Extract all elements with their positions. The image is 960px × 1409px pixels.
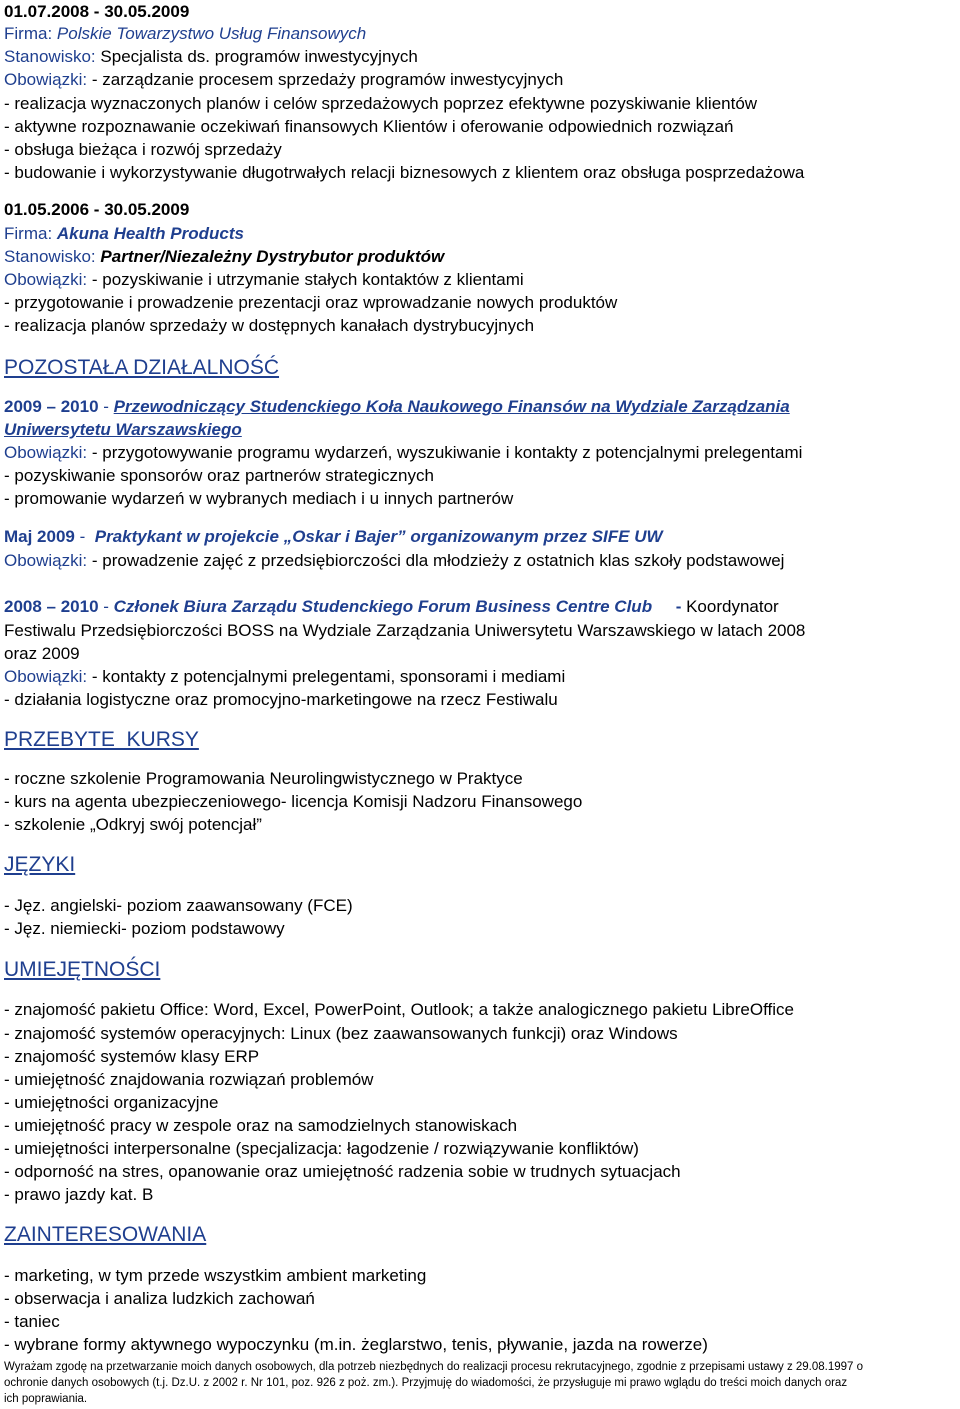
- other-item1-obowiazki-label: Obowiązki:: [4, 443, 88, 462]
- gdpr-clause-line: Wyrażam zgodę na przetwarzanie moich danych osobowych, dla potrzeb niezbędnych do realizacji procesu rekrutacyjnego, zgodnie z przepisami ustawy z 29.08.1997 o: [4, 1361, 864, 1373]
- skill-item: - znajomość systemów klasy ERP: [4, 1047, 260, 1066]
- skill-item: - znajomość systemów operacyjnych: Linux (bez zaawansowanych funkcji) oraz Windows: [4, 1024, 678, 1043]
- other-item3-desc: Koordynator: [686, 597, 779, 616]
- section-heading-skills: UMIEJĘTNOŚCI: [4, 958, 161, 981]
- job2-duty: - pozyskiwanie i utrzymanie stałych kontaktów z klientami: [91, 270, 524, 289]
- job2-stanowisko-label: Stanowisko:: [4, 247, 96, 266]
- skill-item: - umiejętności organizacyjne: [4, 1093, 219, 1112]
- language-item: - Jęz. angielski- poziom zaawansowany (FCE): [4, 896, 353, 915]
- other-item3-sep: -: [98, 597, 114, 616]
- interest-item: - wybrane formy aktywnego wypoczynku (m.in. żeglarstwo, tenis, pływanie, jazda na rowerze): [4, 1335, 708, 1354]
- job1-stanowisko: Specjalista ds. programów inwestycyjnych: [100, 47, 418, 66]
- language-item: - Jęz. niemiecki- poziom podstawowy: [4, 919, 285, 938]
- other-item2-obowiazki-label: Obowiązki:: [4, 551, 88, 570]
- section-heading-courses: PRZEBYTE KURSY: [4, 728, 199, 751]
- job2-duty-line-1: [4, 270, 524, 290]
- skill-item: - odporność na stres, opanowanie oraz umiejętność radzenia sobie w trudnych sytuacjach: [4, 1162, 681, 1181]
- job1-duty: - aktywne rozpoznawanie oczekiwań finansowych Klientów i oferowanie odpowiednich rozwiązań: [4, 117, 734, 136]
- job1-duty: - zarządzanie procesem sprzedaży programów inwestycyjnych: [91, 70, 564, 89]
- other-item2-duty-line-1: [4, 551, 784, 571]
- other-item2-sep: -: [74, 527, 90, 546]
- other-item1-duty: - promowanie wydarzeń w wybranych mediach i u innych partnerów: [4, 489, 514, 508]
- other-item1-title-cont: Uniwersytetu Warszawskiego: [4, 420, 242, 439]
- other-item3-title-line: [4, 597, 779, 617]
- other-item3-desc: oraz 2009: [4, 644, 80, 663]
- other-item3-dates: 2008 – 2010: [4, 597, 99, 616]
- skill-item: - umiejętności interpersonalne (specjalizacja: łagodzenie / rozwiązywanie konfliktów): [4, 1139, 639, 1158]
- skill-item: - umiejętność pracy w zespole oraz na samodzielnych stanowiskach: [4, 1116, 518, 1135]
- job2-stanowisko: Partner/Niezależny Dystrybutor produktów: [100, 247, 445, 266]
- other-item2-title: Praktykant w projekcie „Oskar i Bajer” organizowanym przez SIFE UW: [94, 527, 663, 546]
- gdpr-clause-line: ochronie danych osobowych (t.j. Dz.U. z 2002 r. Nr 101, poz. 926 z poż. zm.). Przyjmuję do wiadomości, że przysługuje mi prawo wglądu do treści moich danych oraz: [4, 1377, 848, 1389]
- other-item2-duty: - prowadzenie zajęć z przedsiębiorczości dla młodzieży z ostatnich klas szkoły podstawowej: [91, 551, 785, 570]
- job1-duty: - budowanie i wykorzystywanie długotrwałych relacji biznesowych z klientem oraz obsługa posprzedażowa: [4, 163, 805, 182]
- job2-duty: - realizacja planów sprzedaży w dostępnych kanałach dystrybucyjnych: [4, 316, 535, 335]
- job1-duty: - obsługa bieżąca i rozwój sprzedaży: [4, 140, 282, 159]
- job2-position-line: [4, 247, 444, 267]
- section-heading-languages: JĘZYKI: [4, 853, 76, 876]
- job1-dates: 01.07.2008 - 30.05.2009: [4, 2, 190, 21]
- job1-company-line: [4, 24, 366, 44]
- other-item1-title-line: [4, 397, 790, 417]
- skill-item: - znajomość pakietu Office: Word, Excel, PowerPoint, Outlook; a także analogicznego pakietu LibreOffice: [4, 1000, 794, 1019]
- job2-firma: Akuna Health Products: [56, 224, 244, 243]
- job2-duty: - przygotowanie i prowadzenie prezentacji oraz wprowadzanie nowych produktów: [4, 293, 618, 312]
- interest-item: - taniec: [4, 1312, 60, 1331]
- job1-duty-line-1: [4, 70, 563, 90]
- other-item3-dash: -: [675, 597, 687, 616]
- job2-dates: 01.05.2006 - 30.05.2009: [4, 200, 190, 219]
- other-item3-duty: - kontakty z potencjalnymi prelegentami, sponsorami i mediami: [91, 667, 566, 686]
- skill-item: - umiejętność znajdowania rozwiązań problemów: [4, 1070, 374, 1089]
- other-item3-obowiazki-label: Obowiązki:: [4, 667, 88, 686]
- job1-firma: Polskie Towarzystwo Usług Finansowych: [56, 24, 367, 43]
- job1-stanowisko-label: Stanowisko:: [4, 47, 96, 66]
- section-heading-interests: ZAINTERESOWANIA: [4, 1223, 207, 1246]
- course-item: - kurs na agenta ubezpieczeniowego- licencja Komisji Nadzoru Finansowego: [4, 792, 583, 811]
- other-item3-title: Członek Biura Zarządu Studenckiego Forum Business Centre Club: [113, 597, 653, 616]
- gdpr-clause-line: ich poprawiania.: [4, 1393, 88, 1405]
- other-item1-duty: - przygotowywanie programu wydarzeń, wyszukiwanie i kontakty z potencjalnymi prelegentami: [91, 443, 803, 462]
- other-item2-dates: Maj 2009: [4, 527, 75, 546]
- other-item1-duty-line-1: [4, 443, 802, 463]
- other-item1-duty: - pozyskiwanie sponsorów oraz partnerów strategicznych: [4, 466, 434, 485]
- other-item3-desc: Festiwalu Przedsiębiorczości BOSS na Wydziale Zarządzania Uniwersytetu Warszawskiego w latach 2008: [4, 621, 806, 640]
- job2-company-line: [4, 224, 244, 244]
- other-item1-title: Przewodniczący Studenckiego Koła Naukowego Finansów na Wydziale Zarządzania: [113, 397, 790, 416]
- other-item1-dates: 2009 – 2010: [4, 397, 99, 416]
- interest-item: - obserwacja i analiza ludzkich zachowań: [4, 1289, 315, 1308]
- job2-obowiazki-label: Obowiązki:: [4, 270, 88, 289]
- other-item1-sep: -: [98, 397, 114, 416]
- section-heading-other: POZOSTAŁA DZIAŁALNOŚĆ: [4, 356, 280, 379]
- other-item3-duty-line-1: [4, 667, 565, 687]
- job1-position-line: [4, 47, 418, 67]
- other-item3-duty: - działania logistyczne oraz promocyjno-marketingowe na rzecz Festiwalu: [4, 690, 558, 709]
- job1-firma-label: Firma:: [4, 24, 53, 43]
- skill-item: - prawo jazdy kat. B: [4, 1185, 154, 1204]
- job2-firma-label: Firma:: [4, 224, 53, 243]
- course-item: - szkolenie „Odkryj swój potencjał”: [4, 815, 262, 834]
- other-item2-title-line: [4, 527, 663, 547]
- job1-duty: - realizacja wyznaczonych planów i celów sprzedażowych poprzez efektywne pozyskiwanie klientów: [4, 94, 758, 113]
- job1-obowiazki-label: Obowiązki:: [4, 70, 88, 89]
- interest-item: - marketing, w tym przede wszystkim ambient marketing: [4, 1266, 427, 1285]
- course-item: - roczne szkolenie Programowania Neurolingwistycznego w Praktyce: [4, 769, 523, 788]
